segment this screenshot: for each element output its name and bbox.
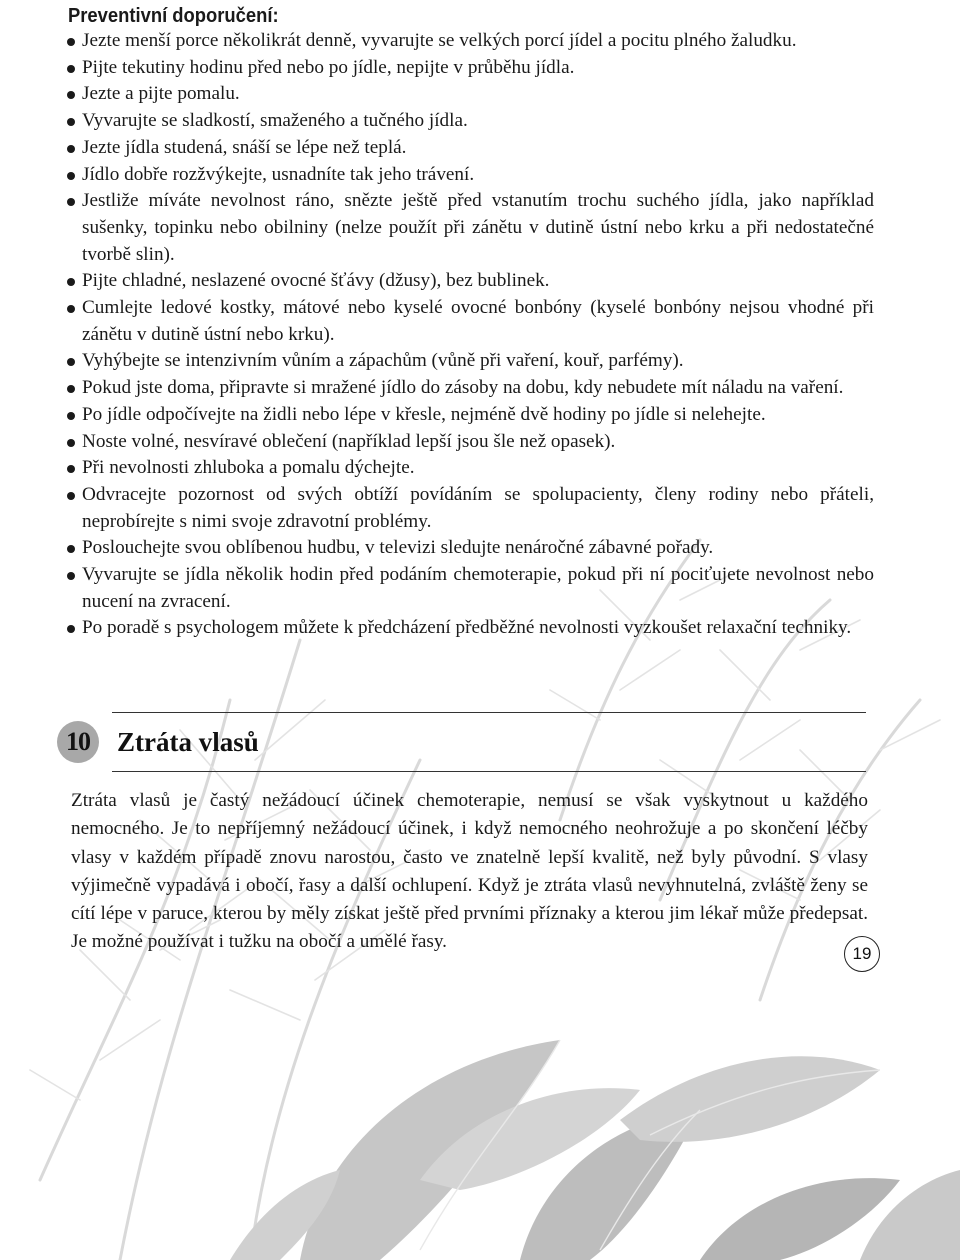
list-item-text: Vyvarujte se jídla několik hodin před podáním chemoterapie, pokud při ní pociťujete nevolnost nebo nucení na zvracení. bbox=[82, 564, 874, 612]
list-item bbox=[66, 55, 874, 82]
section-bottom-rule bbox=[112, 771, 866, 772]
section-body-paragraph: Ztráta vlasů je častý nežádoucí účinek chemoterapie, nemusí se však vyskytnout u každého nemocného. Je to nepříjemný nežádoucí účinek, i když nemocného neohrožuje a po skončení léčby vlasy v každém případě znovu narostou, často ve znatelně lepší kvalitě, než byly původní. S vlasy výjimečně vypadává i obočí, řasy a další ochlupení. Když je ztráta vlasů nevyhnutelná, zvláště ženy se cítí lépe v paruce, kterou by měly získat ještě před prvními příznaky a kterou jim lékař může předepsat. Je možné používat i tužku na obočí a umělé řasy. bbox=[71, 790, 868, 953]
bullet-icon bbox=[67, 118, 75, 126]
section-top-rule bbox=[112, 712, 866, 713]
list-item bbox=[66, 429, 874, 456]
bullet-icon bbox=[67, 412, 75, 420]
bullet-icon bbox=[67, 305, 75, 313]
list-item bbox=[66, 188, 874, 268]
section-title: Ztráta vlasů bbox=[117, 727, 259, 757]
bullet-icon bbox=[67, 278, 75, 286]
list-item bbox=[66, 162, 874, 189]
bullet-icon bbox=[67, 572, 75, 580]
list-item-text: Jídlo dobře rozžvýkejte, usnadníte tak jeho trávení. bbox=[82, 163, 475, 185]
bullet-icon bbox=[67, 65, 75, 73]
list-item-text: Po poradě s psychologem můžete k předcházení předběžné nevolnosti vyzkoušet relaxační techniky. bbox=[82, 617, 852, 639]
bullet-icon bbox=[67, 625, 75, 633]
preventive-heading: Preventivní doporučení: bbox=[68, 5, 279, 27]
bullet-icon bbox=[67, 198, 75, 206]
list-item-text: Po jídle odpočívejte na židli nebo lépe v křesle, nejméně dvě hodiny po jídle si nelehejte. bbox=[82, 403, 766, 425]
list-item-text: Jestliže míváte nevolnost ráno, snězte ještě před vstanutím trochu suchého jídla, jako například sušenky, topinku nebo obilniny (nelze použít při zánětu v dutině ústní nebo krku a při nedostatečné tvorbě slin). bbox=[82, 190, 874, 265]
bullet-icon bbox=[67, 145, 75, 153]
list-item bbox=[66, 348, 874, 375]
bullet-icon bbox=[67, 38, 75, 46]
section-number-badge: 10 bbox=[57, 721, 99, 763]
list-item-text: Pokud jste doma, připravte si mražené jídlo do zásoby na dobu, kdy nebudete mít náladu na vaření. bbox=[82, 377, 844, 399]
list-item bbox=[66, 455, 874, 482]
list-item bbox=[66, 28, 874, 55]
list-item-text: Při nevolnosti zhluboka a pomalu dýchejte. bbox=[82, 457, 415, 479]
bullet-icon bbox=[67, 172, 75, 180]
list-item-text: Jezte jídla studená, snáší se lépe než teplá. bbox=[82, 136, 407, 158]
list-item bbox=[66, 135, 874, 162]
list-item bbox=[66, 268, 874, 295]
bullet-icon bbox=[67, 91, 75, 99]
list-item-text: Cumlejte ledové kostky, mátové nebo kyselé ovocné bonbóny (kyselé bonbóny nejsou vhodné při zánětu v dutině ústní nebo krku). bbox=[82, 297, 874, 345]
list-item-text: Jezte a pijte pomalu. bbox=[82, 83, 240, 105]
bullet-icon bbox=[67, 465, 75, 473]
list-item-text: Vyvarujte se sladkostí, smaženého a tučného jídla. bbox=[82, 110, 468, 132]
list-item bbox=[66, 108, 874, 135]
bullet-icon bbox=[67, 385, 75, 393]
list-item bbox=[66, 81, 874, 108]
list-item-text: Pijte chladné, neslazené ovocné šťávy (džusy), bez bublinek. bbox=[82, 270, 550, 292]
list-item bbox=[66, 375, 874, 402]
list-item bbox=[66, 402, 874, 429]
list-item-text: Noste volné, nesvíravé oblečení (například lepší jsou šle než opasek). bbox=[82, 430, 616, 452]
list-item-text: Odvracejte pozornost od svých obtíží povídáním se spolupacienty, členy rodiny nebo přáteli, neprobírejte s nimi svoje zdravotní problémy. bbox=[82, 483, 874, 532]
list-item bbox=[66, 562, 874, 615]
bullet-icon bbox=[67, 358, 75, 366]
list-item bbox=[66, 295, 874, 348]
list-item-text: Jezte menší porce několikrát denně, vyvarujte se velkých porcí jídel a pocitu plného žaludku. bbox=[82, 30, 797, 51]
list-item-text: Poslouchejte svou oblíbenou hudbu, v televizi sledujte nenáročné zábavné pořady. bbox=[82, 537, 714, 559]
list-item bbox=[66, 615, 874, 642]
bullet-icon bbox=[67, 439, 75, 447]
list-item-text: Pijte tekutiny hodinu před nebo po jídle, nepijte v průběhu jídla. bbox=[82, 56, 575, 78]
bullet-icon bbox=[67, 492, 75, 500]
preventive-recommendations-list bbox=[66, 28, 874, 642]
page-number: 19 bbox=[844, 936, 880, 972]
list-item-text: Vyhýbejte se intenzivním vůním a zápachům (vůně při vaření, kouř, parfémy). bbox=[82, 350, 684, 372]
bullet-icon bbox=[67, 545, 75, 553]
list-item bbox=[66, 482, 874, 535]
list-item bbox=[66, 535, 874, 562]
